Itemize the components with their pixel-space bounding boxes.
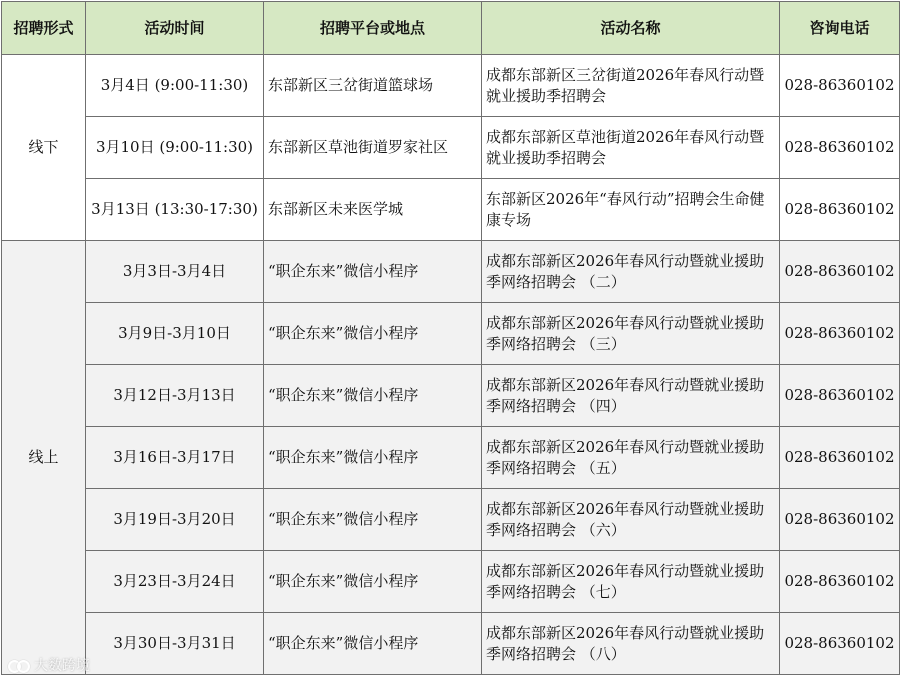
watermark-logo-icon <box>8 657 30 673</box>
place-cell: 东部新区三岔街道篮球场 <box>264 55 482 117</box>
form-offline: 线下 <box>2 55 86 241</box>
table-row <box>2 241 900 303</box>
form-online: 线上 <box>2 241 86 675</box>
time-cell: 3月30日-3月31日 <box>86 613 264 675</box>
event-name-cell: 成都东部新区2026年春风行动暨就业援助季网络招聘会 （二） <box>482 241 780 303</box>
event-name-cell: 成都东部新区草池街道2026年春风行动暨就业援助季招聘会 <box>482 117 780 179</box>
time-cell: 3月19日-3月20日 <box>86 489 264 551</box>
watermark-text: 大数跨境 <box>34 658 90 674</box>
header-time: 活动时间 <box>86 2 264 55</box>
header-name: 活动名称 <box>482 2 780 55</box>
phone-cell: 028-86360102 <box>780 117 900 179</box>
event-name-cell: 成都东部新区2026年春风行动暨就业援助季网络招聘会 （七） <box>482 551 780 613</box>
place-cell: “职企东来”微信小程序 <box>264 365 482 427</box>
table-row <box>2 179 900 241</box>
time-cell: 3月23日-3月24日 <box>86 551 264 613</box>
recruitment-schedule-table <box>1 1 900 675</box>
table-row <box>2 55 900 117</box>
place-cell: 东部新区未来医学城 <box>264 179 482 241</box>
time-cell: 3月16日-3月17日 <box>86 427 264 489</box>
place-cell: 东部新区草池街道罗家社区 <box>264 117 482 179</box>
header-phone: 咨询电话 <box>780 2 900 55</box>
event-name-cell: 成都东部新区2026年春风行动暨就业援助季网络招聘会 （四） <box>482 365 780 427</box>
time-cell: 3月4日 (9:00-11:30) <box>86 55 264 117</box>
phone-cell: 028-86360102 <box>780 427 900 489</box>
table-row <box>2 489 900 551</box>
event-name-cell: 成都东部新区2026年春风行动暨就业援助季网络招聘会 （六） <box>482 489 780 551</box>
time-cell: 3月12日-3月13日 <box>86 365 264 427</box>
table-row <box>2 551 900 613</box>
header-place: 招聘平台或地点 <box>264 2 482 55</box>
event-name-cell: 成都东部新区三岔街道2026年春风行动暨就业援助季招聘会 <box>482 55 780 117</box>
table-row <box>2 117 900 179</box>
phone-cell: 028-86360102 <box>780 365 900 427</box>
header-row <box>2 2 900 55</box>
place-cell: “职企东来”微信小程序 <box>264 427 482 489</box>
table-row <box>2 427 900 489</box>
phone-cell: 028-86360102 <box>780 613 900 675</box>
event-name-cell: 成都东部新区2026年春风行动暨就业援助季网络招聘会 （三） <box>482 303 780 365</box>
watermark <box>8 655 90 675</box>
event-name-cell: 成都东部新区2026年春风行动暨就业援助季网络招聘会 （八） <box>482 613 780 675</box>
time-cell: 3月9日-3月10日 <box>86 303 264 365</box>
phone-cell: 028-86360102 <box>780 241 900 303</box>
table-row <box>2 303 900 365</box>
time-cell: 3月13日 (13:30-17:30) <box>86 179 264 241</box>
place-cell: “职企东来”微信小程序 <box>264 613 482 675</box>
header-form: 招聘形式 <box>2 2 86 55</box>
place-cell: “职企东来”微信小程序 <box>264 551 482 613</box>
phone-cell: 028-86360102 <box>780 179 900 241</box>
phone-cell: 028-86360102 <box>780 55 900 117</box>
table-row <box>2 613 900 675</box>
phone-cell: 028-86360102 <box>780 303 900 365</box>
table-row <box>2 365 900 427</box>
phone-cell: 028-86360102 <box>780 551 900 613</box>
place-cell: “职企东来”微信小程序 <box>264 303 482 365</box>
event-name-cell: 东部新区2026年“春风行动”招聘会生命健康专场 <box>482 179 780 241</box>
place-cell: “职企东来”微信小程序 <box>264 489 482 551</box>
place-cell: “职企东来”微信小程序 <box>264 241 482 303</box>
event-name-cell: 成都东部新区2026年春风行动暨就业援助季网络招聘会 （五） <box>482 427 780 489</box>
phone-cell: 028-86360102 <box>780 489 900 551</box>
time-cell: 3月3日-3月4日 <box>86 241 264 303</box>
time-cell: 3月10日 (9:00-11:30) <box>86 117 264 179</box>
